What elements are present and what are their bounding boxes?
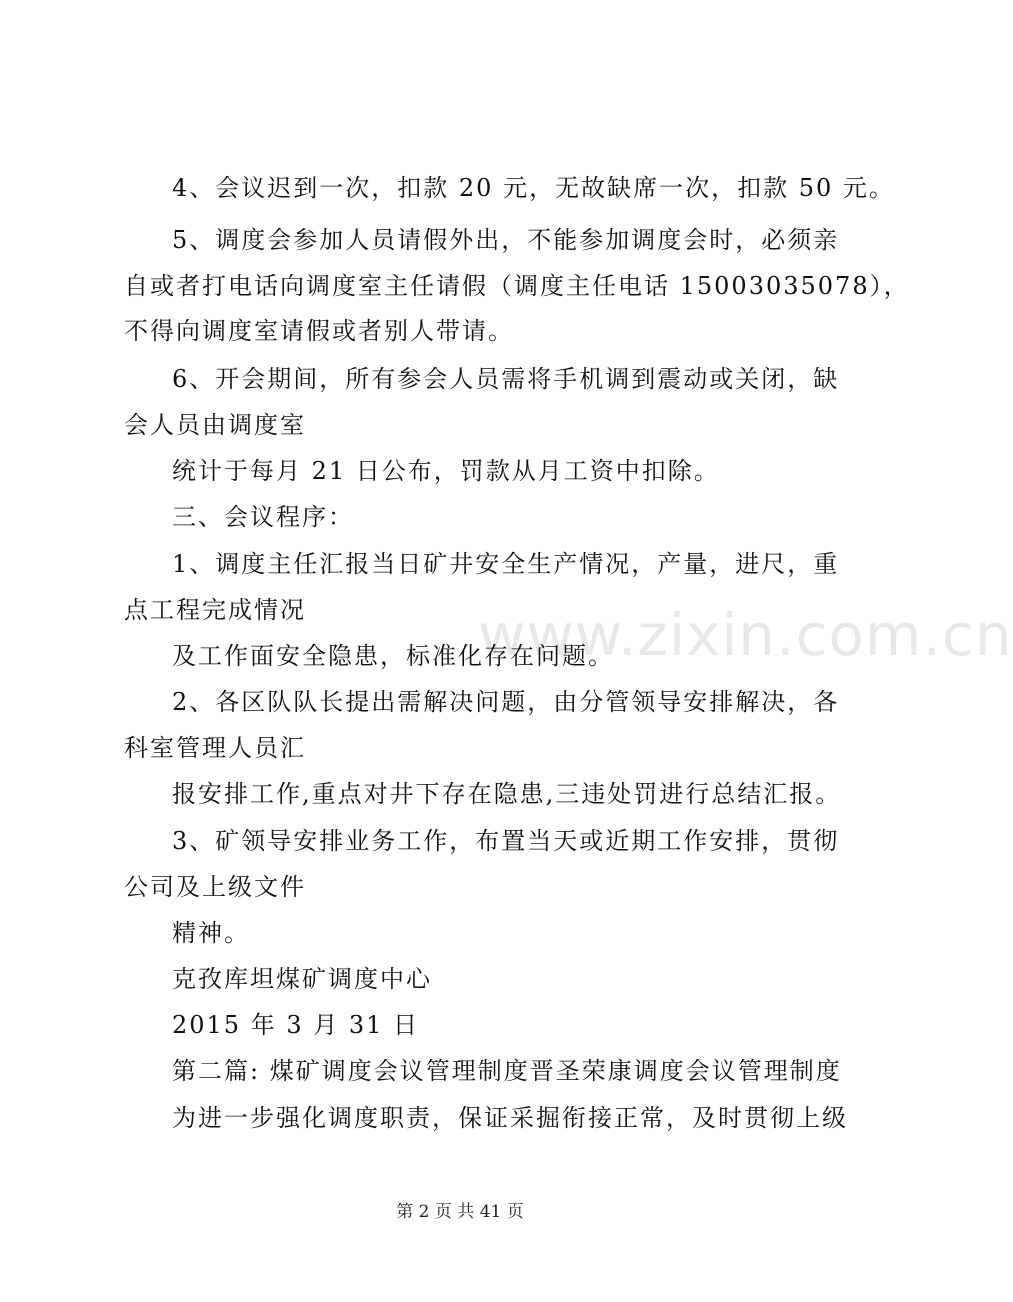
paragraph-line-17: 精神。 [172, 919, 250, 947]
paragraph-line-3: 自或者打电话向调度室主任请假（调度主任电话 15003035078）， [124, 272, 910, 300]
watermark-text: www.zixin.com.cn [478, 601, 1013, 669]
paragraph-line-5: 6、开会期间，所有参会人员需将手机调到震动或关闭，缺 [172, 365, 840, 393]
paragraph-line-1: 4、会议迟到一次，扣款 20 元，无故缺席一次，扣款 50 元。 [172, 174, 895, 202]
page-number-footer: 第 2 页 共 41 页 [396, 1202, 524, 1222]
paragraph-line-9: 1、调度主任汇报当日矿井安全生产情况，产量，进尺，重 [172, 550, 840, 578]
paragraph-line-13: 科室管理人员汇 [124, 734, 306, 762]
paragraph-line-2: 5、调度会参加人员请假外出，不能参加调度会时，必须亲 [172, 226, 840, 254]
paragraph-line-15: 3、矿领导安排业务工作，布置当天或近期工作安排，贯彻 [172, 827, 840, 855]
paragraph-line-16: 公司及上级文件 [124, 873, 306, 901]
paragraph-line-7: 统计于每月 21 日公布，罚款从月工资中扣除。 [172, 457, 720, 485]
chapter-title: 第二篇: 煤矿调度会议管理制度晋圣荣康调度会议管理制度 [172, 1057, 842, 1085]
paragraph-line-21: 为进一步强化调度职责，保证采掘衔接正常，及时贯彻上级 [172, 1104, 848, 1132]
paragraph-line-6: 会人员由调度室 [124, 411, 306, 439]
signature-organization: 克孜库坦煤矿调度中心 [172, 965, 432, 993]
paragraph-line-12: 2、各区队队长提出需解决问题，由分管领导安排解决，各 [172, 688, 840, 716]
section-heading: 三、会议程序： [172, 503, 354, 531]
paragraph-line-4: 不得向调度室请假或者别人带请。 [124, 317, 514, 345]
paragraph-line-10: 点工程完成情况 [124, 596, 306, 624]
paragraph-line-11: 及工作面安全隐患，标准化存在问题。 [172, 642, 614, 670]
signature-date: 2015 年 3 月 31 日 [172, 1011, 420, 1039]
paragraph-line-14: 报安排工作,重点对井下存在隐患,三违处罚进行总结汇报。 [172, 780, 842, 808]
